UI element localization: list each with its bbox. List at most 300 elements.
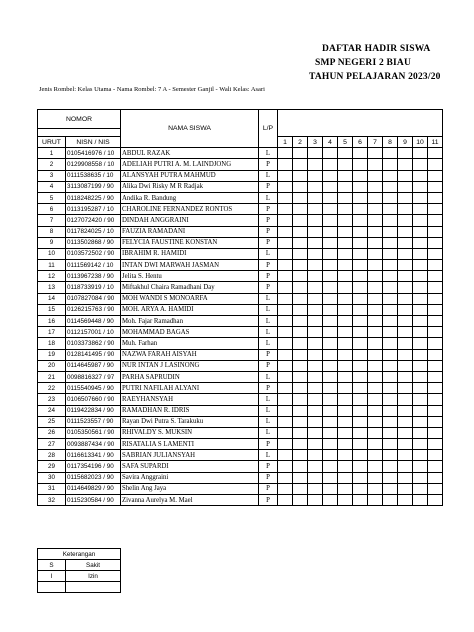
attendance-cell[interactable] <box>398 260 413 271</box>
attendance-cell[interactable] <box>383 159 398 170</box>
attendance-cell[interactable] <box>398 192 413 203</box>
attendance-cell[interactable] <box>293 204 308 215</box>
attendance-cell[interactable] <box>338 293 353 304</box>
attendance-cell[interactable] <box>308 394 323 405</box>
attendance-cell[interactable] <box>368 338 383 349</box>
attendance-cell[interactable] <box>368 483 383 494</box>
attendance-cell[interactable] <box>293 192 308 203</box>
attendance-cell[interactable] <box>383 215 398 226</box>
attendance-cell[interactable] <box>293 416 308 427</box>
attendance-cell[interactable] <box>293 427 308 438</box>
attendance-cell[interactable] <box>278 304 293 315</box>
attendance-cell[interactable] <box>323 237 338 248</box>
attendance-cell[interactable] <box>323 383 338 394</box>
attendance-cell[interactable] <box>353 416 368 427</box>
attendance-cell[interactable] <box>368 248 383 259</box>
attendance-cell[interactable] <box>428 360 443 371</box>
attendance-cell[interactable] <box>353 472 368 483</box>
attendance-cell[interactable] <box>383 260 398 271</box>
attendance-cell[interactable] <box>383 248 398 259</box>
attendance-cell[interactable] <box>413 360 428 371</box>
attendance-cell[interactable] <box>308 304 323 315</box>
attendance-cell[interactable] <box>293 483 308 494</box>
attendance-cell[interactable] <box>293 338 308 349</box>
attendance-cell[interactable] <box>398 282 413 293</box>
attendance-cell[interactable] <box>383 416 398 427</box>
attendance-cell[interactable] <box>383 293 398 304</box>
attendance-cell[interactable] <box>353 148 368 159</box>
attendance-cell[interactable] <box>398 349 413 360</box>
attendance-cell[interactable] <box>338 472 353 483</box>
attendance-cell[interactable] <box>293 304 308 315</box>
attendance-cell[interactable] <box>293 461 308 472</box>
attendance-cell[interactable] <box>398 405 413 416</box>
attendance-cell[interactable] <box>413 371 428 382</box>
attendance-cell[interactable] <box>293 248 308 259</box>
attendance-cell[interactable] <box>308 472 323 483</box>
attendance-cell[interactable] <box>413 483 428 494</box>
attendance-cell[interactable] <box>353 495 368 506</box>
attendance-cell[interactable] <box>278 148 293 159</box>
attendance-cell[interactable] <box>383 371 398 382</box>
attendance-cell[interactable] <box>383 394 398 405</box>
attendance-cell[interactable] <box>383 495 398 506</box>
attendance-cell[interactable] <box>368 181 383 192</box>
attendance-cell[interactable] <box>413 271 428 282</box>
attendance-cell[interactable] <box>428 237 443 248</box>
attendance-cell[interactable] <box>353 327 368 338</box>
attendance-cell[interactable] <box>398 271 413 282</box>
attendance-cell[interactable] <box>383 204 398 215</box>
attendance-cell[interactable] <box>428 226 443 237</box>
attendance-cell[interactable] <box>353 427 368 438</box>
attendance-cell[interactable] <box>293 159 308 170</box>
attendance-cell[interactable] <box>308 371 323 382</box>
attendance-cell[interactable] <box>293 349 308 360</box>
attendance-cell[interactable] <box>413 338 428 349</box>
attendance-cell[interactable] <box>353 181 368 192</box>
attendance-cell[interactable] <box>398 495 413 506</box>
attendance-cell[interactable] <box>278 271 293 282</box>
attendance-cell[interactable] <box>278 159 293 170</box>
attendance-cell[interactable] <box>278 260 293 271</box>
attendance-cell[interactable] <box>323 159 338 170</box>
attendance-cell[interactable] <box>338 360 353 371</box>
attendance-cell[interactable] <box>293 327 308 338</box>
attendance-cell[interactable] <box>383 226 398 237</box>
attendance-cell[interactable] <box>323 327 338 338</box>
attendance-cell[interactable] <box>353 192 368 203</box>
attendance-cell[interactable] <box>278 416 293 427</box>
attendance-cell[interactable] <box>338 495 353 506</box>
attendance-cell[interactable] <box>368 405 383 416</box>
attendance-cell[interactable] <box>368 461 383 472</box>
attendance-cell[interactable] <box>308 192 323 203</box>
attendance-cell[interactable] <box>353 159 368 170</box>
attendance-cell[interactable] <box>323 461 338 472</box>
attendance-cell[interactable] <box>293 394 308 405</box>
attendance-cell[interactable] <box>428 371 443 382</box>
attendance-cell[interactable] <box>338 271 353 282</box>
attendance-cell[interactable] <box>323 170 338 181</box>
attendance-cell[interactable] <box>353 371 368 382</box>
attendance-cell[interactable] <box>428 483 443 494</box>
attendance-cell[interactable] <box>278 405 293 416</box>
attendance-cell[interactable] <box>338 427 353 438</box>
attendance-cell[interactable] <box>293 237 308 248</box>
attendance-cell[interactable] <box>398 439 413 450</box>
attendance-cell[interactable] <box>368 271 383 282</box>
attendance-cell[interactable] <box>353 304 368 315</box>
attendance-cell[interactable] <box>308 483 323 494</box>
attendance-cell[interactable] <box>368 327 383 338</box>
attendance-cell[interactable] <box>398 148 413 159</box>
attendance-cell[interactable] <box>308 416 323 427</box>
attendance-cell[interactable] <box>323 349 338 360</box>
attendance-cell[interactable] <box>278 472 293 483</box>
attendance-cell[interactable] <box>428 439 443 450</box>
attendance-cell[interactable] <box>278 461 293 472</box>
attendance-cell[interactable] <box>293 360 308 371</box>
attendance-cell[interactable] <box>428 293 443 304</box>
attendance-cell[interactable] <box>293 260 308 271</box>
attendance-cell[interactable] <box>308 439 323 450</box>
attendance-cell[interactable] <box>278 248 293 259</box>
attendance-cell[interactable] <box>398 181 413 192</box>
attendance-cell[interactable] <box>368 472 383 483</box>
attendance-cell[interactable] <box>428 416 443 427</box>
attendance-cell[interactable] <box>413 159 428 170</box>
attendance-cell[interactable] <box>383 427 398 438</box>
attendance-cell[interactable] <box>323 248 338 259</box>
attendance-cell[interactable] <box>398 461 413 472</box>
attendance-cell[interactable] <box>278 204 293 215</box>
attendance-cell[interactable] <box>338 383 353 394</box>
attendance-cell[interactable] <box>293 293 308 304</box>
attendance-cell[interactable] <box>323 293 338 304</box>
attendance-cell[interactable] <box>293 371 308 382</box>
attendance-cell[interactable] <box>338 416 353 427</box>
attendance-cell[interactable] <box>428 472 443 483</box>
attendance-cell[interactable] <box>323 427 338 438</box>
attendance-cell[interactable] <box>293 495 308 506</box>
attendance-cell[interactable] <box>413 170 428 181</box>
attendance-cell[interactable] <box>338 226 353 237</box>
attendance-cell[interactable] <box>353 293 368 304</box>
attendance-cell[interactable] <box>278 282 293 293</box>
attendance-cell[interactable] <box>398 483 413 494</box>
attendance-cell[interactable] <box>368 148 383 159</box>
attendance-cell[interactable] <box>293 226 308 237</box>
attendance-cell[interactable] <box>278 495 293 506</box>
attendance-cell[interactable] <box>428 383 443 394</box>
attendance-cell[interactable] <box>398 450 413 461</box>
attendance-cell[interactable] <box>428 248 443 259</box>
attendance-cell[interactable] <box>368 427 383 438</box>
attendance-cell[interactable] <box>308 271 323 282</box>
attendance-cell[interactable] <box>278 360 293 371</box>
attendance-cell[interactable] <box>308 316 323 327</box>
attendance-cell[interactable] <box>428 316 443 327</box>
attendance-cell[interactable] <box>323 271 338 282</box>
attendance-cell[interactable] <box>413 439 428 450</box>
attendance-cell[interactable] <box>383 181 398 192</box>
attendance-cell[interactable] <box>413 304 428 315</box>
attendance-cell[interactable] <box>413 327 428 338</box>
attendance-cell[interactable] <box>413 192 428 203</box>
attendance-cell[interactable] <box>428 327 443 338</box>
attendance-cell[interactable] <box>428 148 443 159</box>
attendance-cell[interactable] <box>353 349 368 360</box>
attendance-cell[interactable] <box>413 148 428 159</box>
attendance-cell[interactable] <box>368 260 383 271</box>
attendance-cell[interactable] <box>323 472 338 483</box>
attendance-cell[interactable] <box>353 204 368 215</box>
attendance-cell[interactable] <box>368 371 383 382</box>
attendance-cell[interactable] <box>383 405 398 416</box>
attendance-cell[interactable] <box>428 450 443 461</box>
attendance-cell[interactable] <box>413 226 428 237</box>
attendance-cell[interactable] <box>368 416 383 427</box>
attendance-cell[interactable] <box>278 394 293 405</box>
attendance-cell[interactable] <box>338 237 353 248</box>
attendance-cell[interactable] <box>428 405 443 416</box>
attendance-cell[interactable] <box>398 472 413 483</box>
attendance-cell[interactable] <box>293 170 308 181</box>
attendance-cell[interactable] <box>353 215 368 226</box>
attendance-cell[interactable] <box>383 192 398 203</box>
attendance-cell[interactable] <box>278 192 293 203</box>
attendance-cell[interactable] <box>398 248 413 259</box>
attendance-cell[interactable] <box>353 282 368 293</box>
attendance-cell[interactable] <box>368 349 383 360</box>
attendance-cell[interactable] <box>338 204 353 215</box>
attendance-cell[interactable] <box>278 483 293 494</box>
attendance-cell[interactable] <box>323 416 338 427</box>
attendance-cell[interactable] <box>428 181 443 192</box>
attendance-cell[interactable] <box>293 439 308 450</box>
attendance-cell[interactable] <box>368 293 383 304</box>
attendance-cell[interactable] <box>368 450 383 461</box>
attendance-cell[interactable] <box>398 215 413 226</box>
attendance-cell[interactable] <box>323 192 338 203</box>
attendance-cell[interactable] <box>368 215 383 226</box>
attendance-cell[interactable] <box>353 260 368 271</box>
attendance-cell[interactable] <box>293 271 308 282</box>
attendance-cell[interactable] <box>383 148 398 159</box>
attendance-cell[interactable] <box>413 248 428 259</box>
attendance-cell[interactable] <box>338 439 353 450</box>
attendance-cell[interactable] <box>428 495 443 506</box>
attendance-cell[interactable] <box>428 215 443 226</box>
attendance-cell[interactable] <box>353 383 368 394</box>
attendance-cell[interactable] <box>293 282 308 293</box>
attendance-cell[interactable] <box>278 371 293 382</box>
attendance-cell[interactable] <box>413 293 428 304</box>
attendance-cell[interactable] <box>398 304 413 315</box>
attendance-cell[interactable] <box>413 237 428 248</box>
attendance-cell[interactable] <box>308 226 323 237</box>
attendance-cell[interactable] <box>383 282 398 293</box>
attendance-cell[interactable] <box>323 304 338 315</box>
attendance-cell[interactable] <box>338 349 353 360</box>
attendance-cell[interactable] <box>293 383 308 394</box>
attendance-cell[interactable] <box>428 338 443 349</box>
attendance-cell[interactable] <box>413 427 428 438</box>
attendance-cell[interactable] <box>383 360 398 371</box>
attendance-cell[interactable] <box>308 383 323 394</box>
attendance-cell[interactable] <box>338 260 353 271</box>
attendance-cell[interactable] <box>308 248 323 259</box>
attendance-cell[interactable] <box>398 293 413 304</box>
attendance-cell[interactable] <box>278 450 293 461</box>
attendance-cell[interactable] <box>368 170 383 181</box>
attendance-cell[interactable] <box>383 450 398 461</box>
attendance-cell[interactable] <box>383 170 398 181</box>
attendance-cell[interactable] <box>338 394 353 405</box>
attendance-cell[interactable] <box>413 394 428 405</box>
attendance-cell[interactable] <box>353 405 368 416</box>
attendance-cell[interactable] <box>338 181 353 192</box>
attendance-cell[interactable] <box>278 237 293 248</box>
attendance-cell[interactable] <box>398 159 413 170</box>
attendance-cell[interactable] <box>368 495 383 506</box>
attendance-cell[interactable] <box>308 495 323 506</box>
attendance-cell[interactable] <box>323 338 338 349</box>
attendance-cell[interactable] <box>293 472 308 483</box>
attendance-cell[interactable] <box>353 237 368 248</box>
attendance-cell[interactable] <box>323 371 338 382</box>
attendance-cell[interactable] <box>308 405 323 416</box>
attendance-cell[interactable] <box>353 316 368 327</box>
attendance-cell[interactable] <box>428 170 443 181</box>
attendance-cell[interactable] <box>308 215 323 226</box>
attendance-cell[interactable] <box>368 282 383 293</box>
attendance-cell[interactable] <box>368 159 383 170</box>
attendance-cell[interactable] <box>413 495 428 506</box>
attendance-cell[interactable] <box>278 215 293 226</box>
attendance-cell[interactable] <box>323 483 338 494</box>
attendance-cell[interactable] <box>383 483 398 494</box>
attendance-cell[interactable] <box>368 304 383 315</box>
attendance-cell[interactable] <box>323 282 338 293</box>
attendance-cell[interactable] <box>398 327 413 338</box>
attendance-cell[interactable] <box>428 271 443 282</box>
attendance-cell[interactable] <box>308 327 323 338</box>
attendance-cell[interactable] <box>413 461 428 472</box>
attendance-cell[interactable] <box>398 416 413 427</box>
attendance-cell[interactable] <box>278 170 293 181</box>
attendance-cell[interactable] <box>278 439 293 450</box>
attendance-cell[interactable] <box>323 260 338 271</box>
attendance-cell[interactable] <box>308 338 323 349</box>
attendance-cell[interactable] <box>353 271 368 282</box>
attendance-cell[interactable] <box>278 349 293 360</box>
attendance-cell[interactable] <box>413 260 428 271</box>
attendance-cell[interactable] <box>338 282 353 293</box>
attendance-cell[interactable] <box>338 192 353 203</box>
attendance-cell[interactable] <box>368 192 383 203</box>
attendance-cell[interactable] <box>278 316 293 327</box>
attendance-cell[interactable] <box>398 316 413 327</box>
attendance-cell[interactable] <box>368 316 383 327</box>
attendance-cell[interactable] <box>428 282 443 293</box>
attendance-cell[interactable] <box>428 159 443 170</box>
attendance-cell[interactable] <box>308 450 323 461</box>
attendance-cell[interactable] <box>323 226 338 237</box>
attendance-cell[interactable] <box>278 226 293 237</box>
attendance-cell[interactable] <box>338 371 353 382</box>
attendance-cell[interactable] <box>413 383 428 394</box>
attendance-cell[interactable] <box>323 405 338 416</box>
attendance-cell[interactable] <box>383 237 398 248</box>
attendance-cell[interactable] <box>353 439 368 450</box>
attendance-cell[interactable] <box>293 181 308 192</box>
attendance-cell[interactable] <box>308 159 323 170</box>
attendance-cell[interactable] <box>353 248 368 259</box>
attendance-cell[interactable] <box>338 248 353 259</box>
attendance-cell[interactable] <box>308 204 323 215</box>
attendance-cell[interactable] <box>338 338 353 349</box>
attendance-cell[interactable] <box>383 338 398 349</box>
attendance-cell[interactable] <box>413 215 428 226</box>
attendance-cell[interactable] <box>398 383 413 394</box>
attendance-cell[interactable] <box>383 304 398 315</box>
attendance-cell[interactable] <box>413 282 428 293</box>
attendance-cell[interactable] <box>308 148 323 159</box>
attendance-cell[interactable] <box>398 204 413 215</box>
attendance-cell[interactable] <box>428 304 443 315</box>
attendance-cell[interactable] <box>353 461 368 472</box>
attendance-cell[interactable] <box>428 260 443 271</box>
attendance-cell[interactable] <box>428 394 443 405</box>
attendance-cell[interactable] <box>353 360 368 371</box>
attendance-cell[interactable] <box>368 360 383 371</box>
attendance-cell[interactable] <box>428 204 443 215</box>
attendance-cell[interactable] <box>338 316 353 327</box>
attendance-cell[interactable] <box>308 181 323 192</box>
attendance-cell[interactable] <box>338 461 353 472</box>
attendance-cell[interactable] <box>293 405 308 416</box>
attendance-cell[interactable] <box>413 181 428 192</box>
attendance-cell[interactable] <box>413 405 428 416</box>
attendance-cell[interactable] <box>278 427 293 438</box>
attendance-cell[interactable] <box>323 394 338 405</box>
attendance-cell[interactable] <box>383 383 398 394</box>
attendance-cell[interactable] <box>293 215 308 226</box>
attendance-cell[interactable] <box>383 439 398 450</box>
attendance-cell[interactable] <box>278 338 293 349</box>
attendance-cell[interactable] <box>398 360 413 371</box>
attendance-cell[interactable] <box>323 439 338 450</box>
attendance-cell[interactable] <box>353 226 368 237</box>
attendance-cell[interactable] <box>323 148 338 159</box>
attendance-cell[interactable] <box>413 204 428 215</box>
attendance-cell[interactable] <box>293 316 308 327</box>
attendance-cell[interactable] <box>293 148 308 159</box>
attendance-cell[interactable] <box>368 237 383 248</box>
attendance-cell[interactable] <box>353 450 368 461</box>
attendance-cell[interactable] <box>338 327 353 338</box>
attendance-cell[interactable] <box>368 394 383 405</box>
attendance-cell[interactable] <box>308 293 323 304</box>
attendance-cell[interactable] <box>308 237 323 248</box>
attendance-cell[interactable] <box>323 360 338 371</box>
attendance-cell[interactable] <box>398 226 413 237</box>
attendance-cell[interactable] <box>308 260 323 271</box>
attendance-cell[interactable] <box>428 461 443 472</box>
attendance-cell[interactable] <box>368 383 383 394</box>
